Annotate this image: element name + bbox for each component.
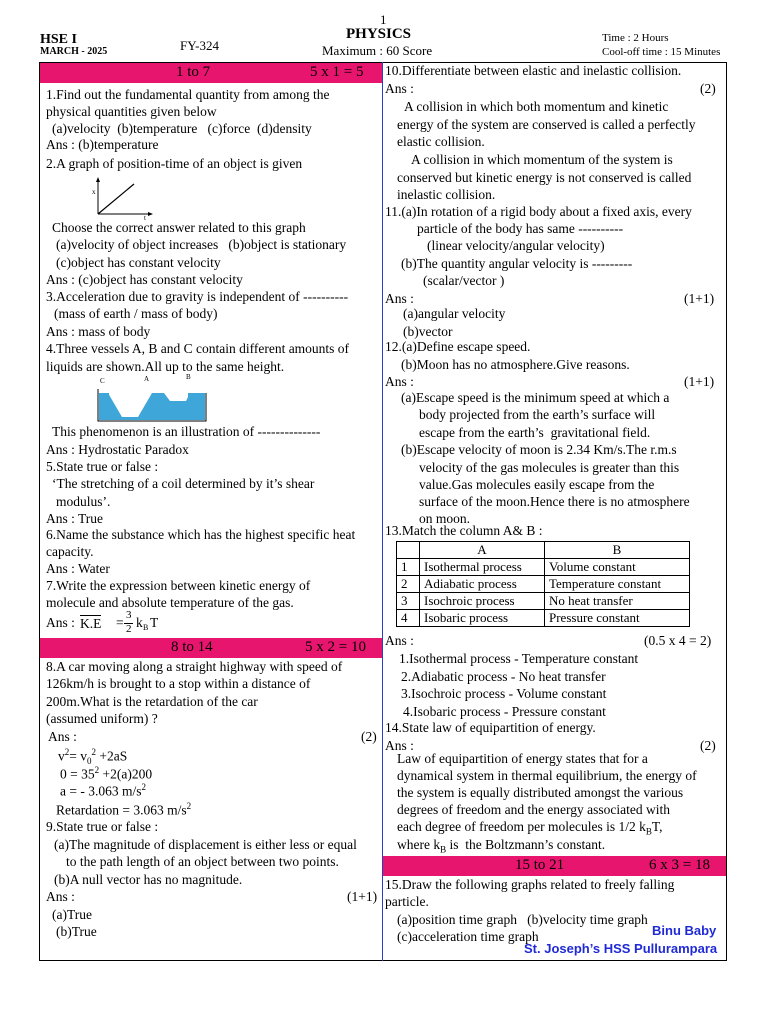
author-name: Binu Baby — [652, 923, 717, 938]
section-band-2 — [40, 638, 382, 658]
table-row — [397, 610, 690, 627]
answer-text: on moon. — [419, 511, 471, 526]
question-text: 8.A car moving along a straight highway with speed of — [46, 659, 343, 674]
section-marks: 5 x 2 = 10 — [305, 639, 366, 655]
table-cell: Volume constant — [545, 559, 690, 576]
answer-text: (a)angular velocity — [403, 306, 506, 321]
answer-text: (a)True — [52, 907, 92, 922]
vessels-diagram — [94, 373, 214, 425]
section-band-3 — [383, 856, 726, 876]
position-time-graph — [86, 176, 156, 222]
answer-label: Ans : — [385, 633, 414, 648]
question-text: 5.State true or false : — [46, 459, 159, 474]
answer-text: 3.Isochroic process - Volume constant — [401, 686, 607, 701]
y-axis-label: x — [92, 188, 96, 196]
table-row — [397, 559, 690, 576]
answer-text: inelastic collision. — [397, 187, 496, 202]
question-options: (mass of earth / mass of body) — [54, 306, 218, 321]
answer-text: each degree of freedom per molecules is 1/2 $k_BT$, — [397, 819, 663, 837]
answer-text: the system is equally distributed amongst the various — [397, 785, 684, 800]
answer-label: Ans : — [48, 729, 77, 744]
answer-text: conserved but kinetic energy is not conserved is called — [397, 170, 692, 185]
table-cell: Isochroic process — [420, 593, 545, 610]
answer-label: Ans : — [385, 291, 414, 306]
question-options: (c)acceleration time graph — [397, 929, 539, 944]
answer-text: velocity of the gas molecules is greater than this — [419, 460, 680, 475]
question-options: (a)position time graph (b)velocity time graph — [397, 912, 648, 927]
answer-text: where $k_B$ is the Boltzmann’s constant. — [397, 837, 606, 855]
section-range: 8 to 14 — [171, 639, 213, 655]
question-text: particle of the body has same ---------- — [417, 221, 624, 236]
marks: (2) — [361, 729, 377, 744]
column-divider — [382, 62, 383, 961]
answer-text: energy of the system are conserved is called a perfectly — [397, 117, 696, 132]
question-text: 12.(a)Define escape speed. — [385, 339, 531, 354]
answer-text: value.Gas molecules easily escape from the — [419, 477, 655, 492]
question-text: 13.Match the column A& B : — [385, 523, 543, 538]
vessel-label: A — [144, 375, 150, 383]
section-marks: 5 x 1 = 5 — [310, 64, 364, 80]
section-band-1 — [40, 63, 382, 83]
fraction-numerator: 3 — [126, 609, 132, 621]
answer-prefix: Ans : — [46, 615, 79, 630]
table-row — [397, 593, 690, 610]
question-text: physical quantities given below — [46, 104, 217, 119]
table-cell: Isobaric process — [420, 610, 545, 627]
question-text: liquids are shown.All up to the same height. — [46, 359, 285, 374]
answer-text: Ans : (b)temperature — [46, 137, 159, 152]
answer-text: dynamical system in thermal equilibrium, the energy of — [397, 768, 697, 783]
question-options: (c)object has constant velocity — [56, 255, 221, 270]
answer-text: elastic collision. — [397, 134, 485, 149]
subject-title: PHYSICS — [346, 26, 412, 42]
answer-label: Ans : — [385, 374, 414, 389]
answer-label: Ans : — [385, 738, 414, 753]
page-number: 1 — [380, 12, 387, 27]
question-text: 14.State law of equipartition of energy. — [385, 720, 596, 735]
fraction-denominator: 2 — [126, 623, 132, 635]
question-text: modulus’. — [56, 494, 111, 509]
question-text: 200m.What is the retardation of the car — [46, 694, 258, 709]
question-text: particle. — [385, 894, 429, 909]
question-text: (assumed uniform) ? — [46, 711, 158, 726]
vessel-label: B — [186, 373, 191, 381]
question-text: 15.Draw the following graphs related to freely falling — [385, 877, 675, 892]
question-text: 7.Write the expression between kinetic energy of — [46, 578, 311, 593]
boltzmann-k: k — [136, 615, 143, 630]
question-text: 6.Name the substance which has the highest specific heat — [46, 527, 356, 542]
vessel-label: C — [100, 377, 105, 385]
answer-text: (b)Escape velocity of moon is 2.34 Km/s.The r.m.s — [401, 442, 677, 457]
answer-text: Law of equipartition of energy states that for a — [397, 751, 648, 766]
question-options: (a)velocity of object increases (b)object is stationary — [56, 237, 347, 252]
section-marks: 6 x 3 = 18 — [649, 857, 710, 873]
question-text: molecule and absolute temperature of the gas. — [46, 595, 294, 610]
equation-line: $v^2= v_0^2 +2aS$ — [58, 747, 128, 767]
answer-text: (b)True — [56, 924, 97, 939]
temperature-symbol: T — [150, 615, 159, 630]
answer-text: 2.Adiabatic process - No heat transfer — [401, 669, 606, 684]
table-row — [397, 576, 690, 593]
table-cell: Temperature constant — [545, 576, 690, 593]
answer-text: escape from the earth’s gravitational field. — [419, 425, 651, 440]
question-text: Choose the correct answer related to this graph — [52, 220, 306, 235]
section-range: 1 to 7 — [176, 64, 211, 80]
question-text: 4.Three vessels A, B and C contain different amounts of — [46, 341, 350, 356]
question-text: ‘The stretching of a coil determined by it’s shear — [52, 476, 315, 491]
question-text: (b)Moon has no atmosphere.Give reasons. — [401, 357, 630, 372]
answer-text: Ans : Water — [46, 561, 110, 576]
marks: (0.5 x 4 = 2) — [644, 633, 712, 648]
answer-text: body projected from the earth’s surface will — [419, 407, 656, 422]
table-cell: Adiabatic process — [420, 576, 545, 593]
column-header: B — [545, 542, 690, 559]
x-axis-label: t — [144, 214, 146, 222]
school-name: St. Joseph’s HSS Pullurampara — [524, 941, 718, 956]
marks: (1+1) — [684, 374, 715, 389]
answer-label: Ans : — [385, 81, 414, 96]
question-text: capacity. — [46, 544, 94, 559]
table-cell: Isothermal process — [420, 559, 545, 576]
cool-off-time: Cool-off time : 15 Minutes — [602, 46, 721, 58]
answer-label: Ans : — [46, 889, 75, 904]
exam-session: MARCH - 2025 — [40, 46, 108, 57]
table-cell: Pressure constant — [545, 610, 690, 627]
time-allowed: Time : 2 Hours — [602, 32, 669, 44]
section-range: 15 to 21 — [515, 857, 565, 873]
answer-text: Ans : mass of body — [46, 324, 151, 339]
equation-line: a = - 3.063 $m/s^2$ — [60, 782, 146, 799]
question-text: (b)A null vector has no magnitude. — [54, 872, 243, 887]
question-text: (a)The magnitude of displacement is either less or equal — [54, 837, 357, 852]
question-text: 10.Differentiate between elastic and inelastic collision. — [385, 63, 682, 78]
column-header — [397, 542, 420, 559]
table-cell: 1 — [397, 559, 420, 576]
answer-text: A collision in which momentum of the system is — [411, 152, 673, 167]
question-text: This phenomenon is an illustration of -------------- — [52, 424, 321, 439]
column-header: A — [420, 542, 545, 559]
answer-text: (a)Escape speed is the minimum speed at which a — [401, 390, 670, 405]
table-cell: No heat transfer — [545, 593, 690, 610]
marks: (2) — [700, 81, 716, 96]
answer-text: Ans : (c)object has constant velocity — [46, 272, 243, 287]
table-cell: 2 — [397, 576, 420, 593]
question-text: 2.A graph of position-time of an object is given — [46, 156, 303, 171]
ke-symbol: K.E — [80, 616, 102, 631]
question-options: (linear velocity/angular velocity) — [427, 238, 605, 253]
answer-text: 4.Isobaric process - Pressure constant — [403, 704, 606, 719]
marks: (1+1) — [684, 291, 715, 306]
question-text: 1.Find out the fundamental quantity from among the — [46, 87, 330, 102]
table-cell: 4 — [397, 610, 420, 627]
subscript: B — [143, 623, 149, 632]
question-options: (a)velocity (b)temperature (c)force (d)density — [52, 121, 312, 136]
question-options: (scalar/vector ) — [423, 273, 505, 288]
table-header-row — [397, 542, 690, 559]
question-text: 11.(a)In rotation of a rigid body about a fixed axis, every — [385, 204, 692, 219]
answer-text: Ans : Hydrostatic Paradox — [46, 442, 189, 457]
answer-text: 1.Isothermal process - Temperature constant — [399, 651, 639, 666]
answer-text: surface of the moon.Hence there is no atmosphere — [419, 494, 690, 509]
question-text: to the path length of an object between two points. — [66, 854, 339, 869]
answer-text: A collision in which both momentum and kinetic — [404, 99, 669, 114]
question-text: 9.State true or false : — [46, 819, 159, 834]
match-table — [396, 541, 690, 627]
marks: (1+1) — [347, 889, 378, 904]
answer-text: (b)vector — [403, 324, 453, 339]
table-cell: 3 — [397, 593, 420, 610]
answer-text: Ans : True — [46, 511, 104, 526]
question-text: 126km/h is brought to a stop within a distance of — [46, 676, 311, 691]
question-text: (b)The quantity angular velocity is --------- — [401, 256, 633, 271]
marks: (2) — [700, 738, 716, 753]
equation-line: Retardation = 3.063 $m/s^2$ — [56, 801, 192, 818]
question-text: 3.Acceleration due to gravity is independent of ---------- — [46, 289, 349, 304]
exam-title: HSE I — [40, 32, 77, 47]
answer-text: degrees of freedom and the energy associated with — [397, 802, 671, 817]
max-score: Maximum : 60 Score — [322, 43, 433, 58]
paper-code: FY-324 — [180, 38, 220, 53]
equation-line: $0 = 35^2 +2(a)200$ — [60, 765, 153, 782]
